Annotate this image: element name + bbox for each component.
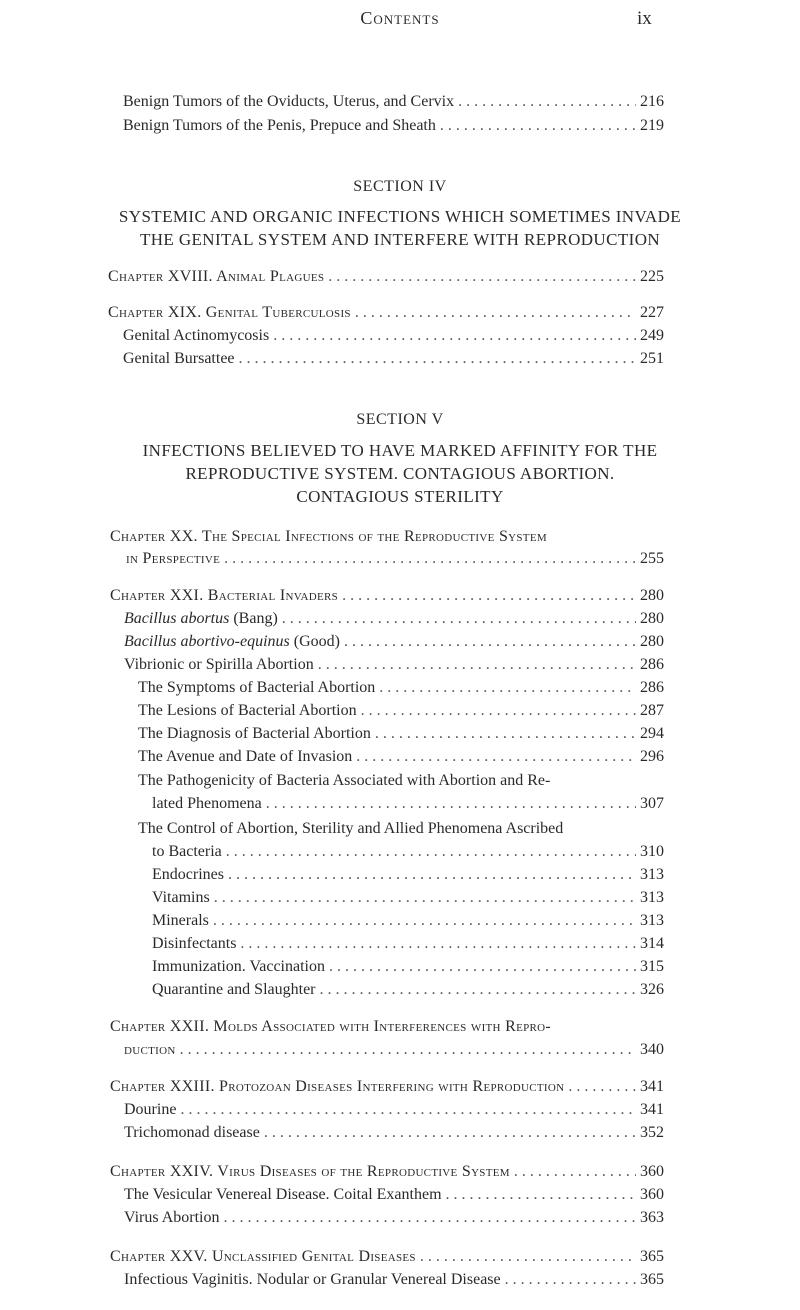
toc-entry-label: Chapter XIX. Genital Tuberculosis <box>108 304 351 321</box>
toc-entry <box>0 700 800 722</box>
dot-leader <box>180 1039 636 1061</box>
toc-entry <box>0 793 800 815</box>
toc-entry-label: Chapter XVIII. Animal Plagues <box>108 268 325 285</box>
dot-leader <box>505 1269 636 1291</box>
dot-leader <box>355 302 636 324</box>
dot-leader <box>446 1184 636 1206</box>
toc-chapter-entry <box>0 266 800 288</box>
toc-entry-label <box>124 631 340 653</box>
toc-entry <box>0 348 800 370</box>
toc-entry-page: 251 <box>640 350 664 367</box>
toc-chapter-entry <box>0 1161 800 1183</box>
dot-leader <box>180 1099 636 1121</box>
toc-entry <box>0 723 800 745</box>
dot-leader <box>282 608 636 630</box>
species-authority: (Bang) <box>229 610 278 627</box>
dot-leader <box>320 979 637 1001</box>
toc-entry <box>0 325 800 347</box>
toc-entry-page: 286 <box>640 656 664 673</box>
section-title-line: INFECTIONS BELIEVED TO HAVE MARKED AFFINITY FOR THE <box>142 441 658 460</box>
toc-entry-page: 310 <box>640 843 664 860</box>
toc-chapter-entry <box>0 585 800 607</box>
toc-chapter-entry <box>0 302 800 324</box>
dot-leader <box>568 1076 636 1098</box>
toc-entry <box>0 841 800 863</box>
toc-entry-page: 280 <box>640 587 664 604</box>
toc-entry-label-line1: The Control of Abortion, Sterility and Allied Phenomena Ascribed <box>138 820 564 837</box>
section-title-line: SYSTEMIC AND ORGANIC INFECTIONS WHICH SOMETIMES INVADE <box>118 207 682 226</box>
toc-entry-label: The Vesicular Venereal Disease. Coital Exanthem <box>124 1186 442 1203</box>
dot-leader <box>329 956 636 978</box>
dot-leader <box>226 841 636 863</box>
toc-entry-label: Trichomonad disease <box>124 1124 260 1141</box>
toc-entry-label: Virus Abortion <box>124 1209 220 1226</box>
toc-entry-label: Genital Actinomycosis <box>123 327 270 344</box>
dot-leader <box>228 864 636 886</box>
toc-entry-page: 287 <box>640 702 664 719</box>
dot-leader <box>266 793 636 815</box>
toc-entry-label: The Avenue and Date of Invasion <box>138 748 353 765</box>
dot-leader <box>214 887 636 909</box>
toc-entry <box>0 654 800 676</box>
toc-entry-label: Minerals <box>152 912 209 929</box>
toc-entry-page: 286 <box>640 679 664 696</box>
toc-entry <box>0 115 800 137</box>
toc-chapter-title: Chapter XX. The Special Infections of the Reproductive System <box>110 528 547 545</box>
dot-leader <box>356 746 636 768</box>
toc-entry-label: Genital Bursattee <box>123 350 235 367</box>
toc-entry-page: 313 <box>640 912 664 929</box>
toc-entry-label: The Symptoms of Bacterial Abortion <box>138 679 376 696</box>
dot-leader <box>420 1246 636 1268</box>
toc-entry-page: 326 <box>640 981 664 998</box>
toc-entry-page: 314 <box>640 935 664 952</box>
toc-entry-label <box>124 608 278 630</box>
toc-entry-page: 315 <box>640 958 664 975</box>
toc-entry <box>0 887 800 909</box>
toc-entry-label: Benign Tumors of the Penis, Prepuce and Sheath <box>123 117 436 134</box>
toc-entry-page: 255 <box>640 550 664 567</box>
toc-entry-page: 313 <box>640 866 664 883</box>
toc-entry-label: Endocrines <box>152 866 224 883</box>
dot-leader <box>239 348 636 370</box>
toc-entry-page: 219 <box>640 117 664 134</box>
toc-entry-page: 294 <box>640 725 664 742</box>
dot-leader <box>240 933 636 955</box>
toc-entry-page: 341 <box>640 1078 664 1095</box>
toc-chapter-entry <box>0 548 800 570</box>
toc-entry-page: 216 <box>640 93 664 110</box>
dot-leader <box>264 1122 636 1144</box>
dot-leader <box>318 654 636 676</box>
toc-entry-page: 363 <box>640 1209 664 1226</box>
dot-leader <box>379 677 636 699</box>
dot-leader <box>514 1161 636 1183</box>
toc-entry-page: 307 <box>640 795 664 812</box>
toc-entry-label: Infectious Vaginitis. Nodular or Granular Venereal Disease <box>124 1271 501 1288</box>
toc-entry-page: 296 <box>640 748 664 765</box>
dot-leader <box>342 585 636 607</box>
toc-entry-label: to Bacteria <box>152 843 222 860</box>
toc-entry-label: Chapter XXI. Bacterial Invaders <box>110 587 339 604</box>
toc-entry <box>0 1207 800 1229</box>
toc-entry <box>0 746 800 768</box>
toc-entry <box>0 1184 800 1206</box>
toc-entry <box>0 933 800 955</box>
running-head <box>0 8 800 38</box>
dot-leader <box>223 1207 636 1229</box>
toc-entry-label: Quarantine and Slaughter <box>152 981 316 998</box>
species-name: Bacillus abortivo-equinus <box>124 633 290 650</box>
dot-leader <box>361 700 636 722</box>
toc-chapter-entry <box>0 1246 800 1268</box>
toc-entry <box>0 910 800 932</box>
toc-chapter-entry <box>0 1039 800 1061</box>
toc-entry-page: 341 <box>640 1101 664 1118</box>
toc-entry <box>0 677 800 699</box>
dot-leader <box>375 723 636 745</box>
toc-entry-page: 249 <box>640 327 664 344</box>
toc-entry <box>0 1122 800 1144</box>
toc-entry <box>0 631 800 653</box>
toc-entry-page: 365 <box>640 1271 664 1288</box>
toc-entry <box>0 1269 800 1291</box>
toc-entry-page: 360 <box>640 1186 664 1203</box>
toc-entry-label: Dourine <box>124 1101 177 1118</box>
toc-entry <box>0 1099 800 1121</box>
toc-entry <box>0 864 800 886</box>
toc-entry-page: 313 <box>640 889 664 906</box>
dot-leader <box>213 910 636 932</box>
toc-entry-page: 225 <box>640 268 664 285</box>
dot-leader <box>458 91 636 113</box>
running-head-title: Contents <box>360 8 440 28</box>
section-title-line: REPRODUCTIVE SYSTEM. CONTAGIOUS ABORTION. <box>185 464 615 483</box>
page-number: ix <box>637 8 652 29</box>
dot-leader <box>273 325 636 347</box>
section-title-line: CONTAGIOUS STERILITY <box>296 487 504 506</box>
section-title-line: THE GENITAL SYSTEM AND INTERFERE WITH REPRODUCTION <box>139 230 661 249</box>
toc-entry-page: 340 <box>640 1041 664 1058</box>
toc-entry-label: The Lesions of Bacterial Abortion <box>138 702 357 719</box>
toc-entry-label: Chapter XXV. Unclassified Genital Diseases <box>110 1248 416 1265</box>
toc-entry-label: duction <box>124 1041 176 1058</box>
dot-leader <box>440 115 636 137</box>
toc-entry-label: lated Phenomena <box>152 795 262 812</box>
toc-entry <box>0 979 800 1001</box>
dot-leader <box>344 631 636 653</box>
toc-entry-label-line1: The Pathogenicity of Bacteria Associated with Abortion and Re- <box>138 772 551 789</box>
toc-entry-page: 365 <box>640 1248 664 1265</box>
toc-entry-label: Chapter XXIV. Virus Diseases of the Reproductive System <box>110 1163 510 1180</box>
toc-entry <box>0 956 800 978</box>
toc-entry-page: 280 <box>640 610 664 627</box>
toc-entry-label: Chapter XXIII. Protozoan Diseases Interfering with Reproduction <box>110 1078 565 1095</box>
section-heading: SECTION V <box>356 411 444 428</box>
section-heading: SECTION IV <box>353 178 447 195</box>
toc-chapter-title: Chapter XXII. Molds Associated with Interferences with Repro- <box>110 1018 552 1035</box>
toc-entry <box>0 608 800 630</box>
species-authority: (Good) <box>289 633 340 650</box>
toc-entry-page: 352 <box>640 1124 664 1141</box>
toc-entry-label: Immunization. Vaccination <box>152 958 325 975</box>
toc-entry <box>0 91 800 113</box>
dot-leader <box>328 266 636 288</box>
toc-chapter-entry <box>0 1076 800 1098</box>
species-name: Bacillus abortus <box>124 610 230 627</box>
toc-entry-label: Vibrionic or Spirilla Abortion <box>124 656 314 673</box>
toc-entry-page: 360 <box>640 1163 664 1180</box>
toc-entry-label: Vitamins <box>152 889 210 906</box>
toc-entry-label: in Perspective <box>126 550 221 567</box>
toc-entry-page: 280 <box>640 633 664 650</box>
toc-entry-label: Disinfectants <box>152 935 237 952</box>
toc-entry-page: 227 <box>640 304 664 321</box>
dot-leader <box>224 548 636 570</box>
toc-entry-label: Benign Tumors of the Oviducts, Uterus, and Cervix <box>123 93 455 110</box>
toc-entry-label: The Diagnosis of Bacterial Abortion <box>138 725 371 742</box>
